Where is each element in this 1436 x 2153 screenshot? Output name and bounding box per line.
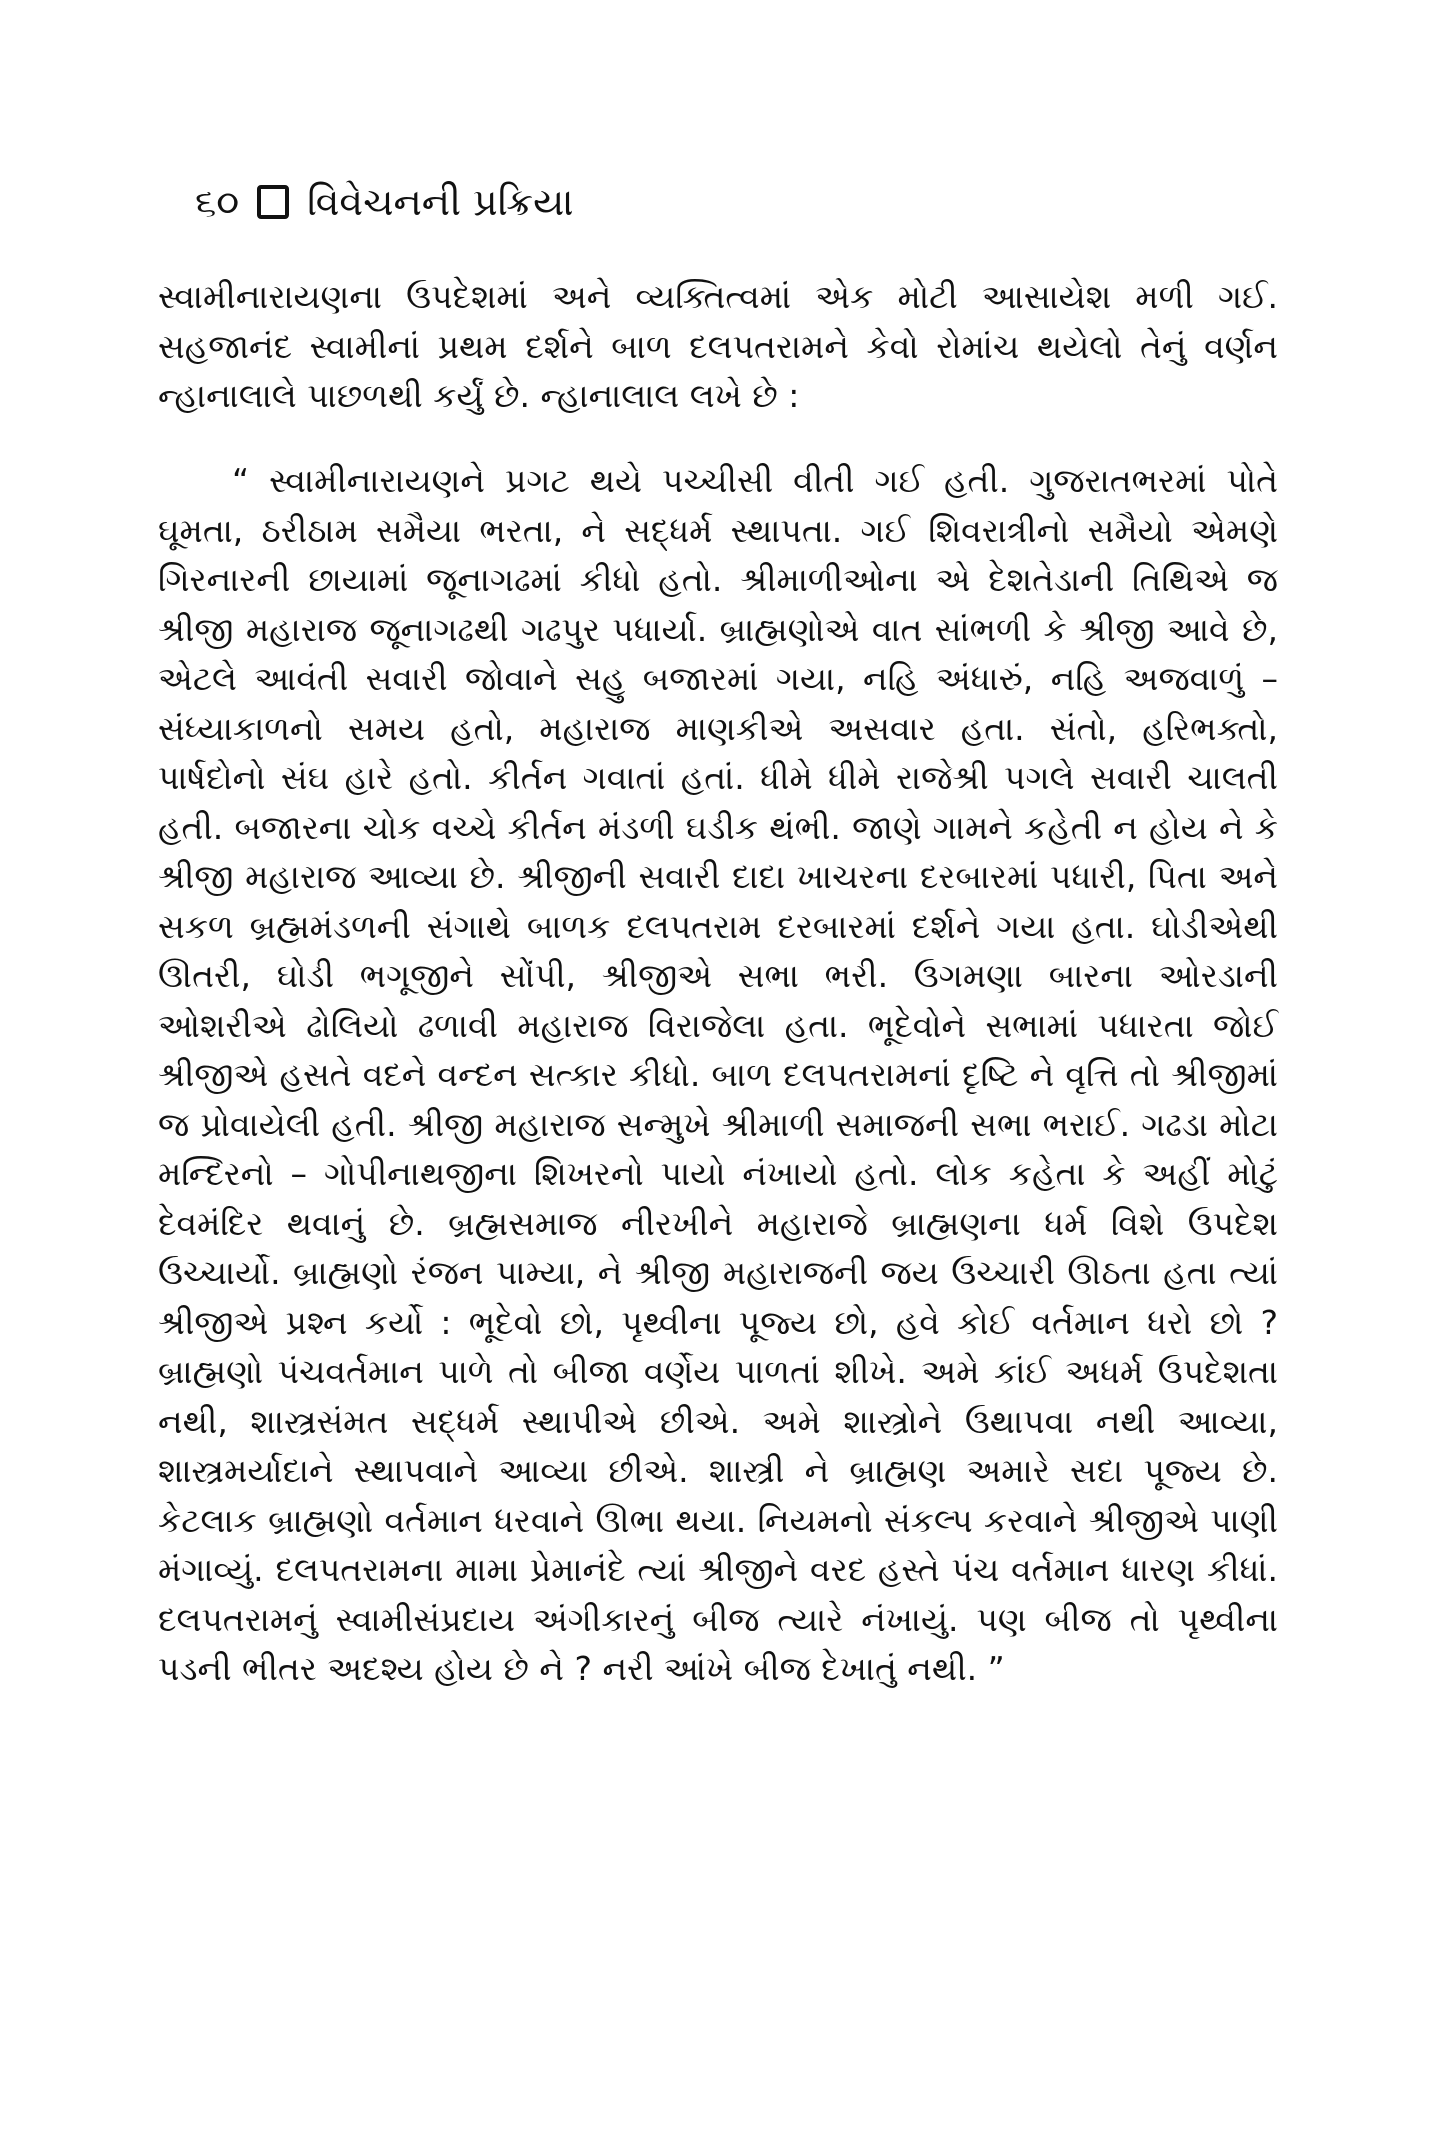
intro-paragraph: સ્વામીનારાયણના ઉપદેશમાં અને વ્યક્તિત્વમાં એક મોટી આસાયેશ મળી ગઈ. સહજાનંદ સ્વામીનાં પ્રથમ દર્શને બાળ દલપતરામને કેવો રોમાંચ થયેલો તેનું વર્ણન ન્હાનાલાલે પાછળથી કર્યું છે. ન્હાનાલાલ લખે છે :	[158, 277, 1278, 415]
intro-paragraph-block	[158, 272, 1278, 421]
running-chapter-title: વિવેચનની પ્રક્રિયા	[307, 180, 574, 224]
quoted-passage-block	[158, 456, 1278, 1694]
page-number: ૬૦	[195, 180, 240, 224]
page-header	[195, 172, 574, 232]
square-ornament-icon	[257, 185, 289, 219]
quoted-passage: “ સ્વામીનારાયણને પ્રગટ થયે પચ્ચીસી વીતી ગઈ હતી. ગુજરાતભરમાં પોતે ઘૂમતા, ઠરીઠામ સમૈયા ભરતા, ને સદ્ધર્મ સ્થાપતા. ગઈ શિવરાત્રીનો સમૈયો એમણે ગિરનારની છાયામાં જૂનાગઢમાં કીધો હતો. શ્રીમાળીઓના એ દેશતેડાની તિથિએ જ શ્રીજી મહારાજ જૂનાગઢથી ગઢપુર પધાર્યા. બ્રાહ્મણોએ વાત સાંભળી કે શ્રીજી આવે છે, એટલે આવંતી સવારી જોવાને સહુ બજારમાં ગયા, નહિ અંધારું, નહિ અજવાળું – સંધ્યાકાળનો સમય હતો, મહારાજ માણકીએ અસવાર હતા. સંતો, હરિભક્તો, પાર્ષદોનો સંઘ હારે હતો. કીર્તન ગવાતાં હતાં. ધીમે ધીમે રાજેશ્રી પગલે સવારી ચાલતી હતી. બજારના ચોક વચ્ચે કીર્તન મંડળી ઘડીક થંભી. જાણે ગામને કહેતી ન હોય ને કે શ્રીજી મહારાજ આવ્યા છે. શ્રીજીની સવારી દાદા ખાચરના દરબારમાં પધારી, પિતા અને સકળ બ્રહ્મમંડળની સંગાથે બાળક દલપતરામ દરબારમાં દર્શને ગયા હતા. ઘોડીએથી ઊતરી, ઘોડી ભગૂજીને સોંપી, શ્રીજીએ સભા ભરી. ઉગમણા બારના ઓરડાની ઓશરીએ ઢોલિયો ઢળાવી મહારાજ વિરાજેલા હતા. ભૂદેવોને સભામાં પધારતા જોઈ શ્રીજીએ હસતે વદને વન્દન સત્કાર કીધો. બાળ દલપતરામનાં દૃષ્ટિ ને વૃત્તિ તો શ્રીજીમાં જ પ્રોવાયેલી હતી. શ્રીજી મહારાજ સન્મુખે શ્રીમાળી સમાજની સભા ભરાઈ. ગઢડા મોટા મન્દિરનો – ગોપીનાથજીના શિખરનો પાયો નંખાયો હતો. લોક કહેતા કે અહીં મોટું દેવમંદિર થવાનું છે. બ્રહ્મસમાજ નીરખીને મહારાજે બ્રાહ્મણના ધર્મ વિશે ઉપદેશ ઉચ્ચાર્યો. બ્રાહ્મણો રંજન પામ્યા, ને શ્રીજી મહારાજની જય ઉચ્ચારી ઊઠતા હતા ત્યાં શ્રીજીએ પ્રશ્ન કર્યો : ભૂદેવો છો, પૃથ્વીના પૂજ્ય છો, હવે કોઈ વર્તમાન ધરો છો ? બ્રાહ્મણો પંચવર્તમાન પાળે તો બીજા વર્ણેય પાળતાં શીખે. અમે કાંઈ અધર્મ ઉપદેશતા નથી, શાસ્ત્રસંમત સદ્ધર્મ સ્થાપીએ છીએ. અમે શાસ્ત્રોને ઉથાપવા નથી આવ્યા, શાસ્ત્રમર્યાદાને સ્થાપવાને આવ્યા છીએ. શાસ્ત્રી ને બ્રાહ્મણ અમારે સદા પૂજ્ય છે. કેટલાક બ્રાહ્મણો વર્તમાન ધરવાને ઊભા થયા. નિયમનો સંકલ્પ કરવાને શ્રીજીએ પાણી મંગાવ્યું. દલપતરામના મામા પ્રેમાનંદે ત્યાં શ્રીજીને વરદ હસ્તે પંચ વર્તમાન ધારણ કીધાં. દલપતરામનું સ્વામીસંપ્રદાય અંગીકારનું બીજ ત્યારે નંખાયું. પણ બીજ તો પૃથ્વીના પડની ભીતર અદશ્ય હોય છે ને ? નરી આંખે બીજ દેખાતું નથી. ”	[158, 461, 1278, 1688]
